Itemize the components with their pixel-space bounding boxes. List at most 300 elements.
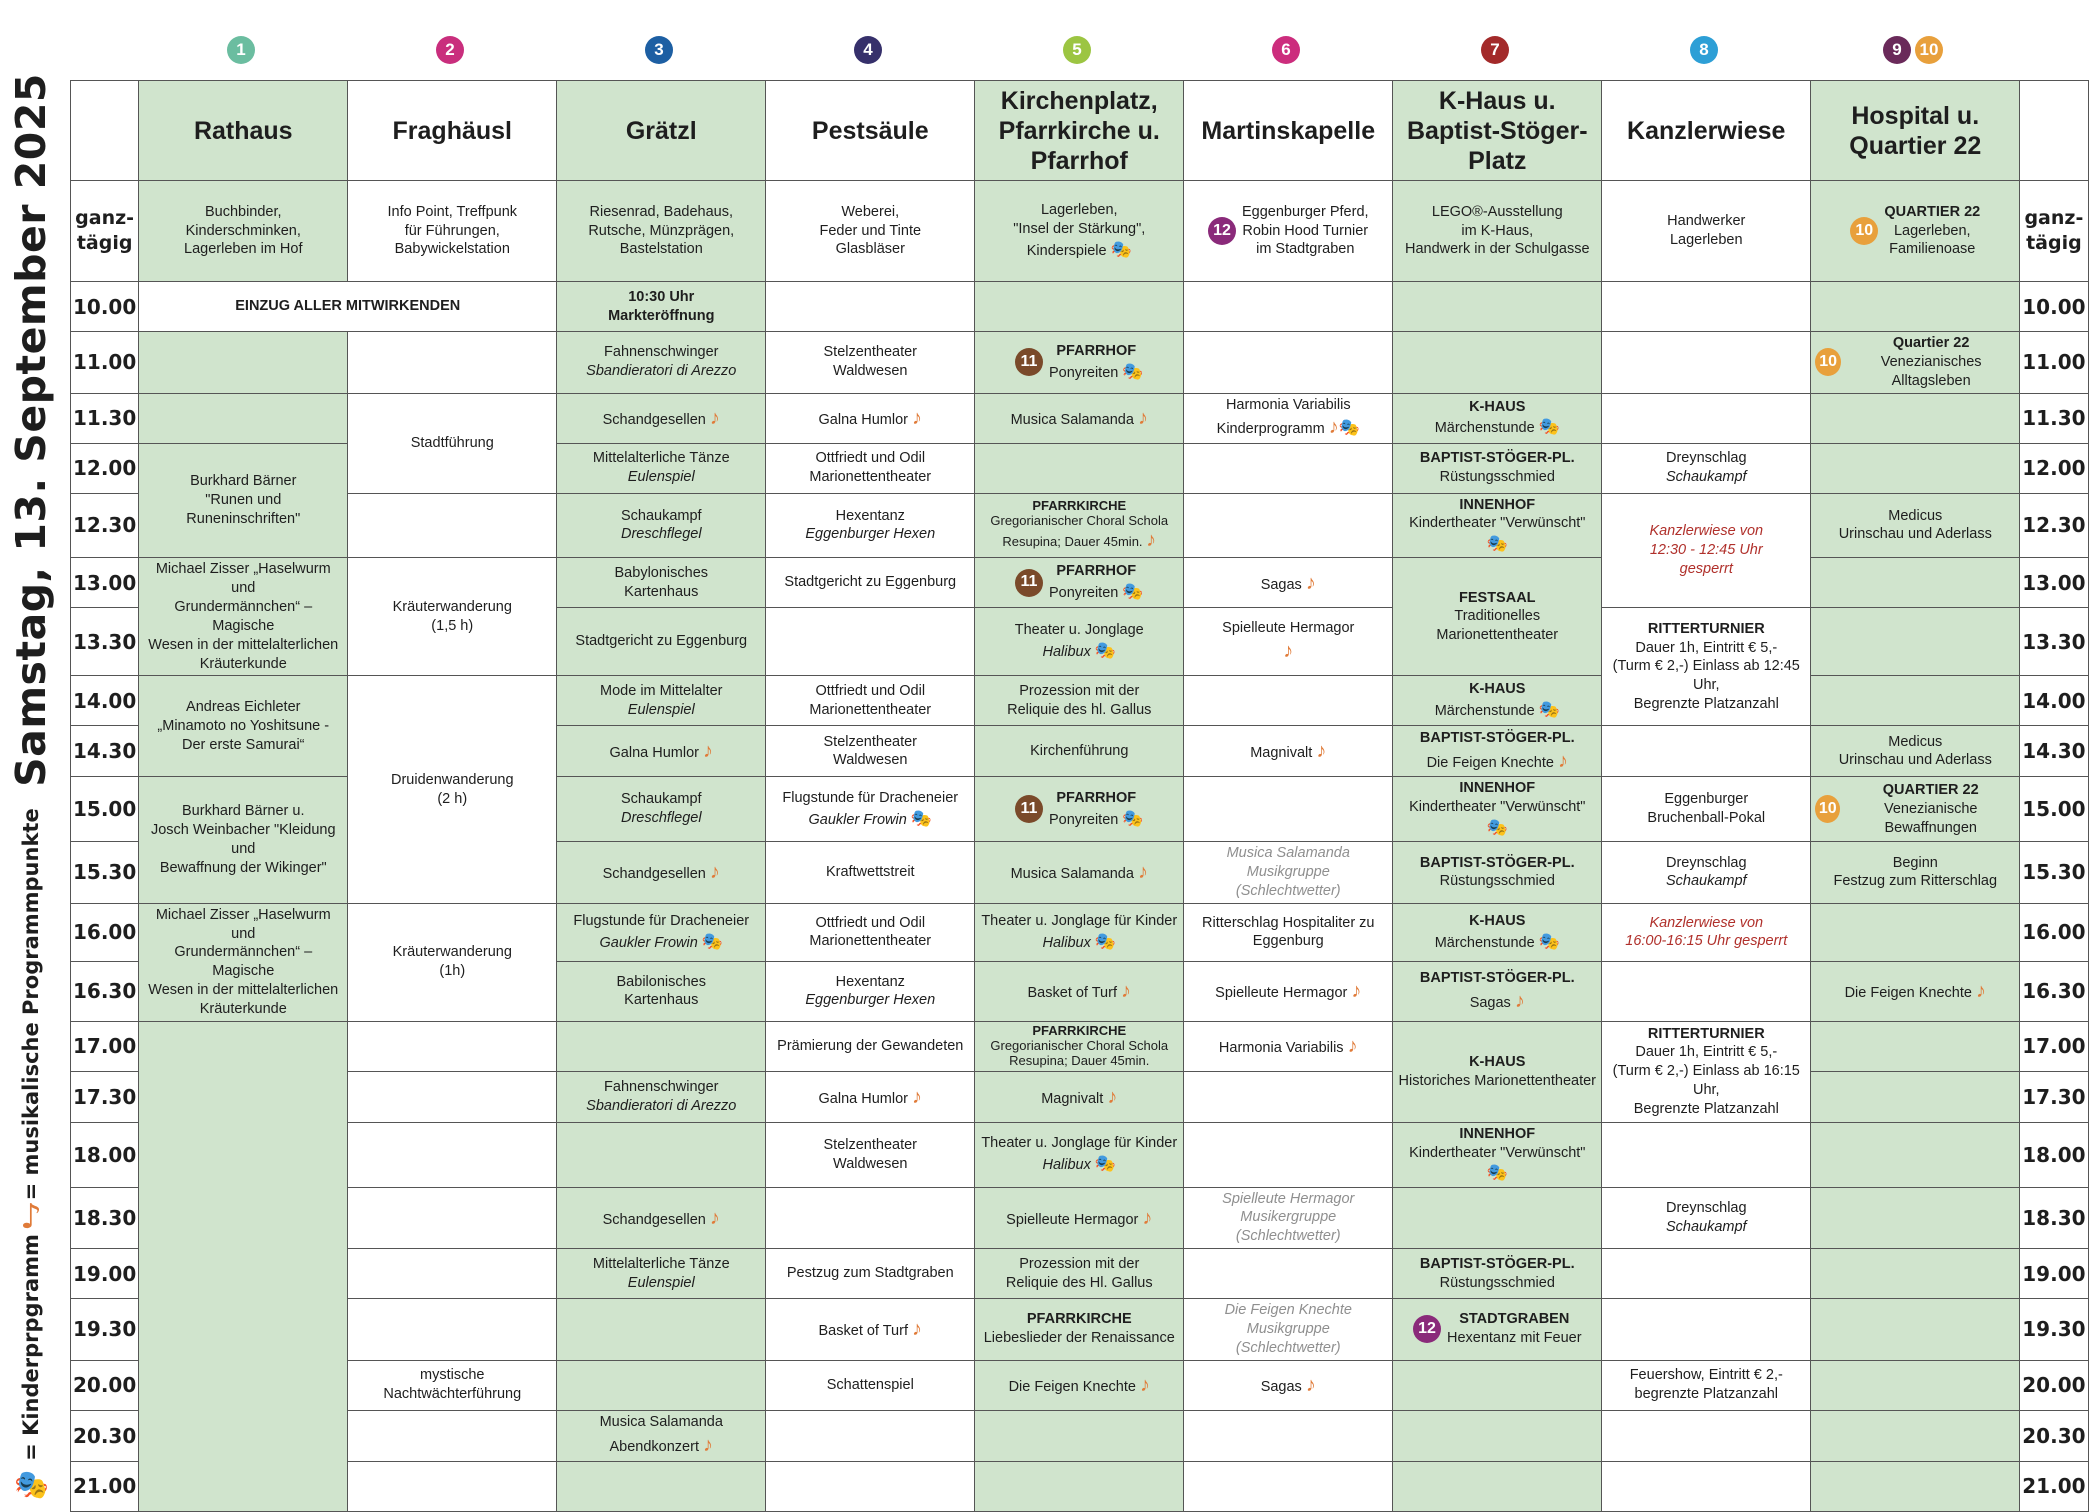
location-badge-12: 12	[1413, 1315, 1441, 1343]
cell-2000-pestsaeule: Schattenspiel	[766, 1360, 975, 1410]
cell-1500-pestsaeule: Flugstunde für Dracheneier Gaukler Frowin 🎭	[766, 777, 975, 842]
location-badge-3: 3	[645, 36, 673, 64]
cell-1900-graetzl: Mittelalterliche Tänze Eulenspiel	[557, 1249, 766, 1299]
cell-empty	[975, 443, 1184, 493]
cell-empty	[557, 1122, 766, 1187]
cell-1630-martinskapelle: Spielleute Hermagor ♪	[1184, 962, 1393, 1022]
cell-ritterturnier-1: RITTERTURNIER Dauer 1h, Eintritt € 5,- (Turm € 2,-) Einlass ab 12:45 Uhr, Begrenzte Platzanzahl	[1602, 608, 1811, 726]
time-label: 20.30	[71, 1410, 139, 1461]
music-note-icon: ♪	[1305, 571, 1316, 594]
music-note-icon: ♪	[703, 1434, 714, 1457]
time-label-right: 15.30	[2020, 842, 2088, 904]
time-label: 11.30	[71, 393, 139, 443]
cell-empty	[1393, 1187, 1602, 1249]
cell-2000-kanzlerwiese: Feuershow, Eintritt € 2,- begrenzte Platzanzahl	[1602, 1360, 1811, 1410]
time-label-right: 12.30	[2020, 493, 2088, 558]
cell-1200-pestsaeule: Ottfriedt und Odil Marionettentheater	[766, 443, 975, 493]
time-label: 20.00	[71, 1360, 139, 1410]
time-label-right: 19.30	[2020, 1299, 2088, 1361]
cell-empty	[1811, 1122, 2020, 1187]
time-label-right: 14.30	[2020, 726, 2088, 777]
time-label-right: 17.00	[2020, 1021, 2088, 1071]
cell-1130-martinskapelle: Harmonia Variabilis Kinderprogramm ♪🎭	[1184, 393, 1393, 443]
cell-empty	[1393, 1461, 1602, 1511]
cell-empty	[1811, 1249, 2020, 1299]
cell-1700-martinskapelle: Harmonia Variabilis ♪	[1184, 1021, 1393, 1071]
cell-1100-pestsaeule: Stelzentheater Waldwesen	[766, 332, 975, 394]
cell-1930-khaus: 12 STADTGRABEN Hexentanz mit Feuer	[1393, 1299, 1602, 1361]
theater-masks-icon: 🎭	[1122, 361, 1144, 381]
music-note-icon: ♪	[1283, 640, 1294, 663]
cell-empty	[975, 1461, 1184, 1511]
cell-1800-kirchenplatz: Theater u. Jonglage für Kinder Halibux 🎭	[975, 1122, 1184, 1187]
cell-zisser-1: Michael Zisser „Haselwurm und Grundermännchen“ – Magische Wesen in der mittelalterlichen Kräuterkunde	[139, 558, 348, 676]
cell-empty	[1811, 1071, 2020, 1122]
cell-1130-graetzl: Schandgesellen ♪	[557, 393, 766, 443]
cell-empty	[1184, 282, 1393, 332]
cell-empty	[1184, 1071, 1393, 1122]
theater-masks-icon: 🎭	[1110, 239, 1132, 259]
cell-empty	[557, 1360, 766, 1410]
cell-empty	[1811, 443, 2020, 493]
cell-empty	[557, 1461, 766, 1511]
time-label-right: 13.00	[2020, 558, 2088, 608]
cell-1500-hospital: 10 QUARTIER 22 Venezianische Bewaffnungen	[1811, 777, 2020, 842]
schedule-table	[70, 80, 2089, 1512]
time-label-right: 16.00	[2020, 903, 2088, 961]
cell-1430-kirchenplatz: Kirchenführung	[975, 726, 1184, 777]
row-1930	[71, 1299, 2089, 1361]
cell-empty	[1811, 608, 2020, 676]
cell-kanzler-sperre-2: Kanzlerwiese von 16:00-16:15 Uhr gesperrt	[1602, 903, 1811, 961]
cell-ganztagig-rathaus: Buchbinder, Kinderschminken, Lagerleben im Hof	[139, 181, 348, 282]
time-label-right: 20.30	[2020, 1410, 2088, 1461]
time-label-right: 18.00	[2020, 1122, 2088, 1187]
cell-1430-graetzl: Galna Humlor ♪	[557, 726, 766, 777]
cell-1600-pestsaeule: Ottfriedt und Odil Marionettentheater	[766, 903, 975, 961]
time-label: 12.30	[71, 493, 139, 558]
cell-empty	[1811, 903, 2020, 961]
cell-kraeuter-1: Kräuterwanderung (1h)	[348, 903, 557, 1021]
location-badge-11: 11	[1015, 569, 1043, 597]
cell-1800-khaus: INNENHOF Kindertheater "Verwünscht" 🎭	[1393, 1122, 1602, 1187]
music-note-icon: ♪	[1146, 528, 1157, 551]
time-label-right: 12.00	[2020, 443, 2088, 493]
row-1830	[71, 1187, 2089, 1249]
theater-masks-icon: 🎭	[701, 931, 724, 951]
cell-1600-kirchenplatz: Theater u. Jonglage für Kinder Halibux 🎭	[975, 903, 1184, 961]
time-label: 18.00	[71, 1122, 139, 1187]
time-label: 14.30	[71, 726, 139, 777]
cell-empty	[348, 1249, 557, 1299]
cell-1600-khaus: K-HAUS Märchenstunde 🎭	[1393, 903, 1602, 961]
cell-empty	[1811, 1299, 2020, 1361]
music-note-icon: ♪	[1142, 1206, 1153, 1229]
cell-empty	[1811, 1187, 2020, 1249]
time-label: 19.00	[71, 1249, 139, 1299]
cell-1330-kirchenplatz: Theater u. Jonglage Halibux 🎭	[975, 608, 1184, 676]
time-label: 10.00	[71, 282, 139, 332]
cell-1430-hospital: Medicus Urinschau und Aderlass	[1811, 726, 2020, 777]
music-note-icon: ♪	[1305, 1374, 1316, 1397]
cell-1630-graetzl: Babilonisches Kartenhaus	[557, 962, 766, 1022]
cell-1930-kirchenplatz: PFARRKIRCHE Liebeslieder der Renaissance	[975, 1299, 1184, 1361]
cell-ganztagig-fraghaeusl: Info Point, Treffpunk für Führungen, Babywickelstation	[348, 181, 557, 282]
cell-1900-pestsaeule: Pestzug zum Stadtgraben	[766, 1249, 975, 1299]
music-note-icon: ♪	[709, 861, 720, 884]
theater-masks-icon: 🎭	[910, 808, 933, 828]
music-note-icon: ♪	[1139, 1374, 1150, 1397]
location-badge-10: 10	[1850, 217, 1878, 245]
cell-ganztagig-pestsaeule: Weberei, Feder und Tinte Glasbläser	[766, 181, 975, 282]
cell-empty	[348, 1299, 557, 1361]
theater-masks-icon: 🎭	[1122, 582, 1144, 602]
cell-1100-hospital: 10 Quartier 22 Venezianisches Alltagsleben	[1811, 332, 2020, 394]
cell-empty	[1811, 1360, 2020, 1410]
row-1700	[71, 1021, 2089, 1071]
cell-2030-graetzl: Musica Salamanda Abendkonzert ♪	[557, 1410, 766, 1461]
theater-masks-icon: 🎭	[1094, 641, 1117, 661]
cell-1530-kirchenplatz: Musica Salamanda ♪	[975, 842, 1184, 904]
cell-empty	[766, 608, 975, 676]
theater-masks-icon: 🎭	[1338, 418, 1360, 438]
cell-empty	[1184, 332, 1393, 394]
cell-1500-kanzlerwiese: Eggenburger Bruchenball-Pokal	[1602, 777, 1811, 842]
cell-empty	[1393, 1360, 1602, 1410]
cell-empty	[766, 1410, 975, 1461]
location-badge-11: 11	[1015, 348, 1043, 376]
column-header-graetzl: Grätzl	[557, 81, 766, 181]
cell-empty	[139, 332, 348, 394]
music-note-icon: ♪	[1137, 861, 1148, 884]
cell-empty	[1811, 558, 2020, 608]
cell-1300-kirchenplatz: 11 PFARRHOF Ponyreiten 🎭	[975, 558, 1184, 608]
cell-1830-graetzl: Schandgesellen ♪	[557, 1187, 766, 1249]
music-note-icon: ♪	[1557, 749, 1568, 772]
time-label-right: 11.00	[2020, 332, 2088, 394]
cell-1730-kirchenplatz: Magnivalt ♪	[975, 1071, 1184, 1122]
cell-empty	[1184, 1461, 1393, 1511]
location-badge-2: 2	[436, 36, 464, 64]
time-label: 16.00	[71, 903, 139, 961]
cell-empty	[1602, 1249, 1811, 1299]
cell-1530-hospital: Beginn Festzug zum Ritterschlag	[1811, 842, 2020, 904]
theater-masks-icon: 🎭	[1094, 931, 1117, 951]
cell-empty	[766, 1461, 975, 1511]
location-badge-8: 8	[1690, 36, 1718, 64]
cell-1300-graetzl: Babylonisches Kartenhaus	[557, 558, 766, 608]
cell-1700-pestsaeule: Prämierung der Gewandeten	[766, 1021, 975, 1071]
time-label-ganztagig-right: ganz-tägig	[2020, 181, 2088, 282]
time-label-right: 11.30	[2020, 393, 2088, 443]
theater-masks-icon: 🎭	[1538, 931, 1560, 951]
cell-festsaal: FESTSAAL Traditionelles Marionettentheater	[1393, 558, 1602, 676]
cell-2000-martinskapelle: Sagas ♪	[1184, 1360, 1393, 1410]
cell-empty	[1602, 1122, 1811, 1187]
cell-empty	[1602, 962, 1811, 1022]
location-badge-5: 5	[1063, 36, 1091, 64]
music-note-icon: ♪	[1328, 416, 1339, 439]
time-label: 13.00	[71, 558, 139, 608]
cell-1400-kirchenplatz: Prozession mit der Reliquie des hl. Gallus	[975, 676, 1184, 726]
cell-1400-khaus: K-HAUS Märchenstunde 🎭	[1393, 676, 1602, 726]
cell-empty	[1811, 1021, 2020, 1071]
cell-ganztagig-kirchenplatz: Lagerleben, "Insel der Stärkung", Kinderspiele 🎭	[975, 181, 1184, 282]
legend	[11, 808, 51, 1501]
cell-1500-khaus: INNENHOF Kindertheater "Verwünscht" 🎭	[1393, 777, 1602, 842]
row-1230	[71, 493, 2089, 558]
theater-masks-icon: 🎭	[1538, 700, 1560, 720]
theater-masks-icon: 🎭	[1486, 1163, 1508, 1183]
cell-1830-kanzlerwiese: Dreynschlag Schaukampf	[1602, 1187, 1811, 1249]
theater-masks-icon: 🎭	[1486, 534, 1508, 554]
cell-empty	[975, 1410, 1184, 1461]
cell-ganztagig-martinskapelle: 12 Eggenburger Pferd, Robin Hood Turnier im Stadtgraben	[1184, 181, 1393, 282]
cell-empty	[1184, 777, 1393, 842]
row-1130	[71, 393, 2089, 443]
location-badge-4: 4	[854, 36, 882, 64]
music-note-icon: ♪	[1121, 980, 1132, 1003]
cell-1630-khaus: BAPTIST-STÖGER-PL. Sagas ♪	[1393, 962, 1602, 1022]
location-badge-10: 10	[1815, 348, 1841, 376]
time-label: 13.30	[71, 608, 139, 676]
cell-1530-pestsaeule: Kraftwettstreit	[766, 842, 975, 904]
time-label: 11.00	[71, 332, 139, 394]
time-label: 15.00	[71, 777, 139, 842]
cell-empty	[1811, 1410, 2020, 1461]
time-label-right: 21.00	[2020, 1461, 2088, 1511]
location-badges	[0, 36, 2092, 76]
cell-empty	[1602, 726, 1811, 777]
cell-1900-khaus: BAPTIST-STÖGER-PL. Rüstungsschmied	[1393, 1249, 1602, 1299]
cell-1500-graetzl: Schaukampf Dreschflegel	[557, 777, 766, 842]
cell-1800-pestsaeule: Stelzentheater Waldwesen	[766, 1122, 975, 1187]
column-header-martinskapelle: Martinskapelle	[1184, 81, 1393, 181]
legend-kids-text: = Kinderprpgramm	[19, 1234, 43, 1461]
time-label-right: 20.00	[2020, 1360, 2088, 1410]
location-badge-10: 10	[1915, 36, 1943, 64]
music-note-icon: ♪	[703, 740, 713, 763]
cell-empty	[139, 393, 348, 443]
cell-1700-kirchenplatz: PFARRKIRCHE Gregorianischer Choral Schola Resupina; Dauer 45min.	[975, 1021, 1184, 1071]
cell-1600-graetzl: Flugstunde für Dracheneier Gaukler Frowin 🎭	[557, 903, 766, 961]
cell-1930-martinskapelle: Die Feigen Knechte Musikgruppe (Schlechtwetter)	[1184, 1299, 1393, 1361]
cell-ganztagig-kanzlerwiese: Handwerker Lagerleben	[1602, 181, 1811, 282]
cell-1230-graetzl: Schaukampf Dreschflegel	[557, 493, 766, 558]
cell-1130-kirchenplatz: Musica Salamanda ♪	[975, 393, 1184, 443]
cell-empty	[1811, 1461, 2020, 1511]
cell-1100-graetzl: Fahnenschwinger Sbandieratori di Arezzo	[557, 332, 766, 394]
cell-stadtfuehrung: Stadtführung	[348, 393, 557, 493]
cell-1400-graetzl: Mode im Mittelalter Eulenspiel	[557, 676, 766, 726]
time-label: 12.00	[71, 443, 139, 493]
cell-empty	[1184, 676, 1393, 726]
cell-1730-graetzl: Fahnenschwinger Sbandieratori di Arezzo	[557, 1071, 766, 1122]
theater-masks-icon: 🎭	[1486, 818, 1508, 838]
cell-empty	[1393, 1410, 1602, 1461]
cell-1630-kirchenplatz: Basket of Turf ♪	[975, 962, 1184, 1022]
cell-1300-martinskapelle: Sagas ♪	[1184, 558, 1393, 608]
theater-masks-icon: 🎭	[13, 1467, 49, 1501]
time-label-right: 17.30	[2020, 1071, 2088, 1122]
cell-ganztagig-hospital: 10 QUARTIER 22 Lagerleben, Familienoase	[1811, 181, 2020, 282]
cell-empty	[1811, 282, 2020, 332]
cell-empty	[348, 1461, 557, 1511]
cell-empty	[348, 1410, 557, 1461]
time-label-right: 13.30	[2020, 608, 2088, 676]
cell-1230-khaus: INNENHOF Kindertheater "Verwünscht" 🎭	[1393, 493, 1602, 558]
cell-1630-pestsaeule: Hexentanz Eggenburger Hexen	[766, 962, 975, 1022]
cell-empty	[1184, 1122, 1393, 1187]
cell-empty	[348, 332, 557, 394]
music-note-icon: ♪	[1514, 989, 1525, 1012]
cell-empty	[348, 1021, 557, 1071]
cell-empty	[1184, 1249, 1393, 1299]
sidebar	[0, 60, 62, 1501]
legend-music-text: = musikalische Programmpunkte	[19, 808, 43, 1201]
cell-1530-martinskapelle: Musica Salamanda Musikgruppe (Schlechtwetter)	[1184, 842, 1393, 904]
column-header-rathaus: Rathaus	[139, 81, 348, 181]
cell-1930-pestsaeule: Basket of Turf ♪	[766, 1299, 975, 1361]
header-empty-left	[71, 81, 139, 181]
time-label-ganztagig: ganz-tägig	[71, 181, 139, 282]
cell-empty	[348, 1122, 557, 1187]
time-label: 15.30	[71, 842, 139, 904]
cell-1200-kanzlerwiese: Dreynschlag Schaukampf	[1602, 443, 1811, 493]
cell-kraeuter-15: Kräuterwanderung (1,5 h)	[348, 558, 557, 676]
theater-masks-icon: 🎭	[1094, 1154, 1117, 1174]
cell-1530-khaus: BAPTIST-STÖGER-PL. Rüstungsschmied	[1393, 842, 1602, 904]
cell-1430-khaus: BAPTIST-STÖGER-PL. Die Feigen Knechte ♪	[1393, 726, 1602, 777]
cell-1400-pestsaeule: Ottfriedt und Odil Marionettentheater	[766, 676, 975, 726]
row-2030	[71, 1410, 2089, 1461]
location-badge-pair-9-10	[1883, 36, 1943, 64]
cell-kanzler-sperre-1: Kanzlerwiese von 12:30 - 12:45 Uhr gesperrt	[1602, 493, 1811, 608]
music-note-icon: ♪	[709, 407, 720, 430]
music-note-icon: ♪	[1347, 1035, 1358, 1058]
location-badge-12: 12	[1208, 217, 1236, 245]
cell-1430-pestsaeule: Stelzentheater Waldwesen	[766, 726, 975, 777]
column-header-khaus: K-Haus u. Baptist-Stöger-Platz	[1393, 81, 1602, 181]
cell-ganztagig-graetzl: Riesenrad, Badehaus, Rutsche, Münzprägen, Bastelstation	[557, 181, 766, 282]
location-badge-6: 6	[1272, 36, 1300, 64]
column-header-hospital: Hospital u. Quartier 22	[1811, 81, 2020, 181]
row-2100	[71, 1461, 2089, 1511]
header-row	[71, 81, 2089, 181]
time-label: 19.30	[71, 1299, 139, 1361]
cell-empty	[557, 1299, 766, 1361]
row-1800	[71, 1122, 2089, 1187]
location-badge-10: 10	[1815, 795, 1840, 823]
music-note-icon: ♪	[1351, 980, 1362, 1003]
cell-empty	[766, 1187, 975, 1249]
cell-1330-graetzl: Stadtgericht zu Eggenburg	[557, 608, 766, 676]
time-label-right: 18.30	[2020, 1187, 2088, 1249]
cell-1430-martinskapelle: Magnivalt ♪	[1184, 726, 1393, 777]
cell-empty	[1184, 493, 1393, 558]
cell-1730-pestsaeule: Galna Humlor ♪	[766, 1071, 975, 1122]
time-label: 17.30	[71, 1071, 139, 1122]
music-note-icon: ♪	[1316, 740, 1327, 763]
cell-empty	[1184, 1410, 1393, 1461]
time-label: 21.00	[71, 1461, 139, 1511]
cell-1230-pestsaeule: Hexentanz Eggenburger Hexen	[766, 493, 975, 558]
time-label-right: 19.00	[2020, 1249, 2088, 1299]
music-note-icon: ♪	[912, 1085, 922, 1108]
cell-empty-rathaus-evening	[139, 1021, 348, 1511]
column-header-fraghaeusl: Fraghäusl	[348, 81, 557, 181]
time-label-right: 10.00	[2020, 282, 2088, 332]
cell-1600-martinskapelle: Ritterschlag Hospitaliter zu Eggenburg	[1184, 903, 1393, 961]
cell-empty	[1602, 1299, 1811, 1361]
column-header-kanzlerwiese: Kanzlerwiese	[1602, 81, 1811, 181]
time-label-right: 14.00	[2020, 676, 2088, 726]
music-note-icon: ♪	[1107, 1085, 1118, 1108]
cell-runen: Burkhard Bärner "Runen und Runeninschriften"	[139, 443, 348, 558]
cell-empty	[557, 1021, 766, 1071]
row-1000	[71, 282, 2089, 332]
music-note-icon: ♪	[1975, 980, 1986, 1003]
column-header-kirchenplatz: Kirchenplatz, Pfarrkirche u. Pfarrhof	[975, 81, 1184, 181]
time-label: 14.00	[71, 676, 139, 726]
cell-empty	[1811, 676, 2020, 726]
time-label: 16.30	[71, 962, 139, 1022]
cell-ganztagig-khaus: LEGO®-Ausstellung im K-Haus, Handwerk in der Schulgasse	[1393, 181, 1602, 282]
cell-1500-kirchenplatz: 11 PFARRHOF Ponyreiten 🎭	[975, 777, 1184, 842]
music-note-icon: ♪	[1137, 407, 1148, 430]
cell-empty	[1602, 282, 1811, 332]
cell-empty	[1393, 282, 1602, 332]
cell-1200-khaus: BAPTIST-STÖGER-PL. Rüstungsschmied	[1393, 443, 1602, 493]
cell-1230-kirchenplatz: PFARRKIRCHE Gregorianischer Choral Schola Resupina; Dauer 45min. ♪	[975, 493, 1184, 558]
cell-1130-khaus: K-HAUS Märchenstunde 🎭	[1393, 393, 1602, 443]
music-note-icon: ♪	[709, 1206, 720, 1229]
cell-druiden: Druidenwanderung (2 h)	[348, 676, 557, 903]
theater-masks-icon: 🎭	[1122, 808, 1144, 828]
location-badge-11: 11	[1015, 795, 1043, 823]
cell-1300-pestsaeule: Stadtgericht zu Eggenburg	[766, 558, 975, 608]
cell-1000-graetzl: 10:30 Uhr Markteröffnung	[557, 282, 766, 332]
cell-empty	[975, 282, 1184, 332]
time-label-right: 16.30	[2020, 962, 2088, 1022]
cell-baerner-2: Burkhard Bärner u. Josch Weinbacher "Kleidung und Bewaffnung der Wikinger"	[139, 777, 348, 903]
cell-1530-kanzlerwiese: Dreynschlag Schaukampf	[1602, 842, 1811, 904]
cell-empty	[1184, 443, 1393, 493]
row-1900	[71, 1249, 2089, 1299]
row-ganztagig	[71, 181, 2089, 282]
cell-zisser-2: Michael Zisser „Haselwurm und Grundermännchen“ – Magische Wesen in der mittelalterlichen Kräuterkunde	[139, 903, 348, 1021]
cell-1830-martinskapelle: Spielleute Hermagor Musikergruppe (Schlechtwetter)	[1184, 1187, 1393, 1249]
cell-empty	[766, 282, 975, 332]
cell-1830-kirchenplatz: Spielleute Hermagor ♪	[975, 1187, 1184, 1249]
cell-1330-martinskapelle: Spielleute Hermagor ♪	[1184, 608, 1393, 676]
cell-1230-hospital: Medicus Urinschau und Aderlass	[1811, 493, 2020, 558]
cell-einzug: EINZUG ALLER MITWIRKENDEN	[139, 282, 557, 332]
header-empty-right	[2020, 81, 2088, 181]
column-header-pestsaeule: Pestsäule	[766, 81, 975, 181]
date-title: Samstag, 13. September 2025	[7, 73, 55, 787]
cell-empty	[1811, 393, 2020, 443]
music-note-icon: ♪	[912, 407, 922, 430]
row-1600	[71, 903, 2089, 961]
cell-1900-kirchenplatz: Prozession mit der Reliquie des Hl. Gallus	[975, 1249, 1184, 1299]
cell-empty	[348, 493, 557, 558]
cell-empty	[348, 1187, 557, 1249]
row-2000	[71, 1360, 2089, 1410]
location-badge-1: 1	[227, 36, 255, 64]
cell-2000-kirchenplatz: Die Feigen Knechte ♪	[975, 1360, 1184, 1410]
cell-empty	[1602, 1461, 1811, 1511]
